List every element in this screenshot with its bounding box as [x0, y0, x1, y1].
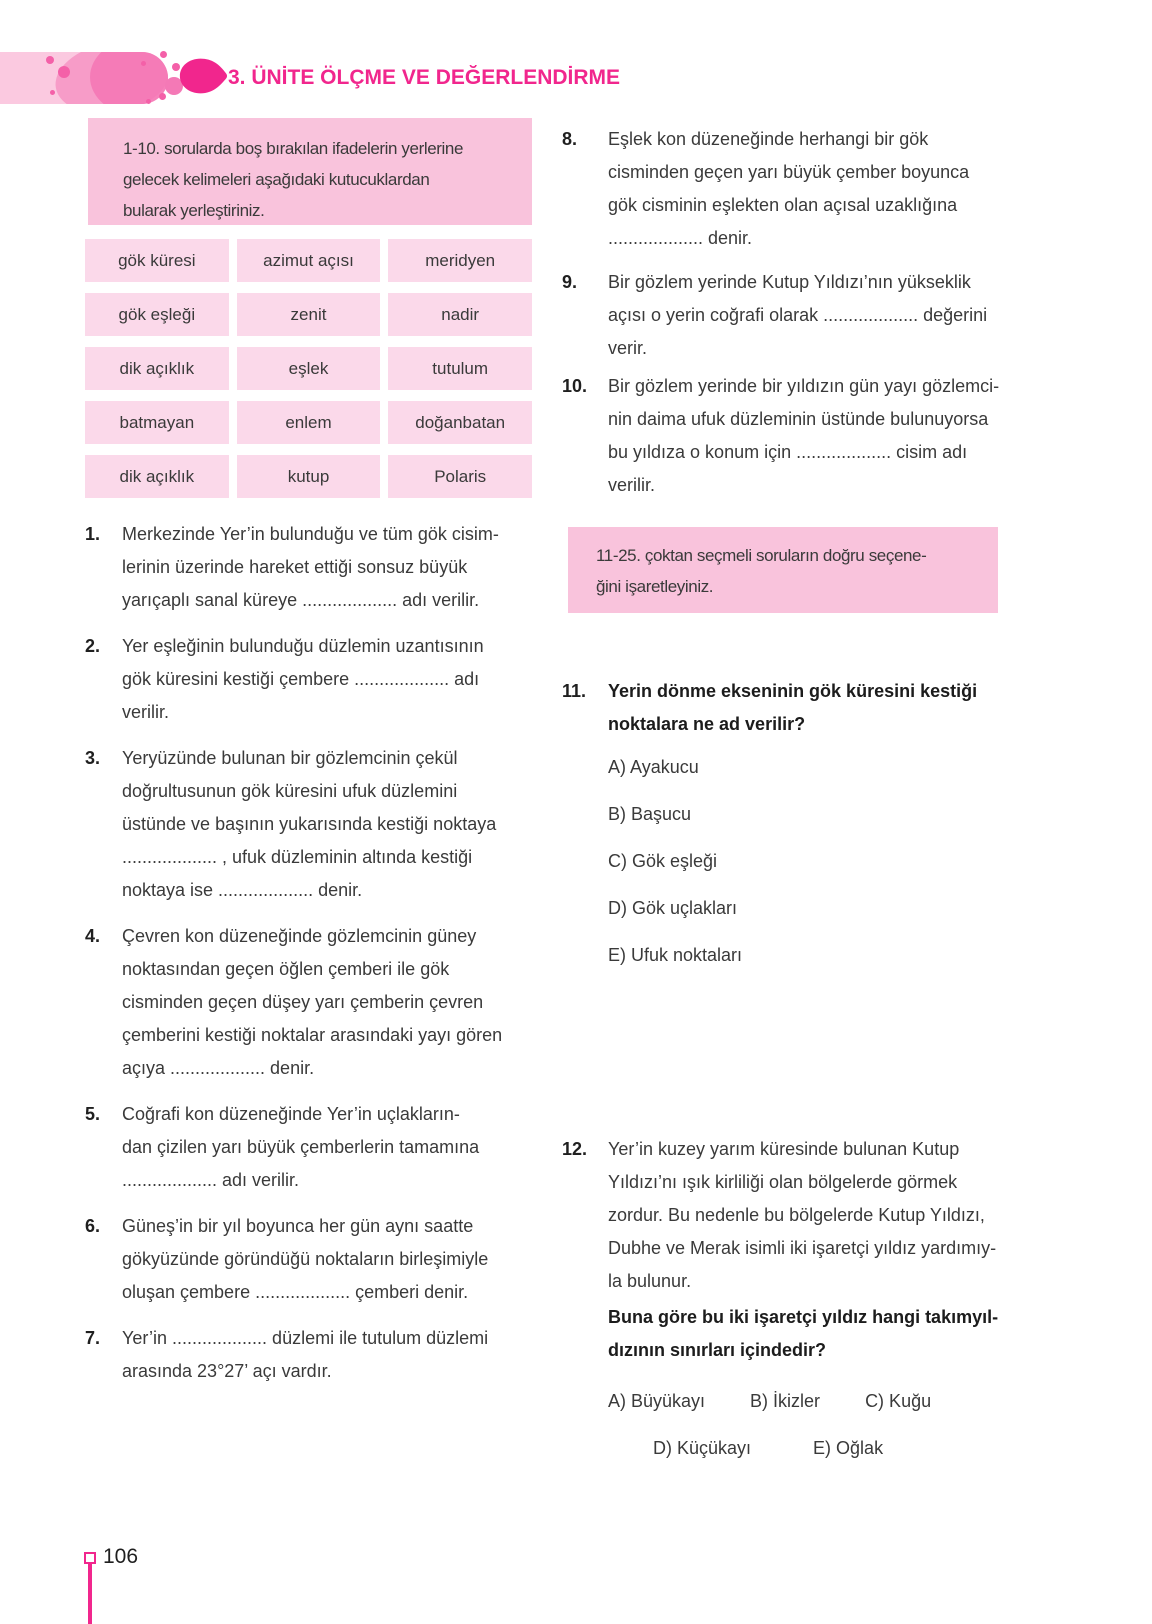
word-cell: meridyen [388, 239, 532, 282]
question-6 [85, 1210, 532, 1309]
question-body [608, 1133, 998, 1465]
question-text-line: üstünde ve başının yukarısında kestiği noktaya [122, 814, 497, 834]
question-stem [608, 675, 977, 741]
question-text-line: noktalara ne ad verilir? [608, 714, 806, 734]
word-bank-row [85, 293, 532, 336]
options-list [608, 751, 977, 972]
question-number: 1. [85, 524, 101, 544]
question-2 [85, 630, 532, 729]
question-body [608, 675, 977, 986]
question-text-line: Bir gözlem yerinde bir yıldızın gün yayı gözlemci- [608, 376, 1000, 396]
word-cell: gök eşleği [85, 293, 229, 336]
question-number: 4. [85, 926, 101, 946]
question-text-line: cisminden geçen düşey yarı çemberin çevren [122, 992, 484, 1012]
decor-dot [58, 66, 70, 78]
question-text-line: doğrultusunun gök küresini ufuk düzlemini [122, 781, 458, 801]
question-text-line: gök küresini kestiği çembere ................... adı [122, 669, 480, 689]
question-text-line: Yıldızı’nı ışık kirliliği olan bölgelerde görmek [608, 1172, 958, 1192]
question-body [122, 920, 502, 1085]
question-body [608, 123, 969, 255]
instruction-line: 11-25. çoktan seçmeli soruların doğru seçene- [596, 546, 927, 565]
question-number: 11. [562, 681, 587, 701]
question-5 [85, 1098, 532, 1197]
question-text-line: verilir. [122, 702, 170, 722]
question-text-line: yarıçaplı sanal küreye ................... adı verilir. [122, 590, 480, 610]
question-text-line: cisminden geçen yarı büyük çember boyunca [608, 162, 970, 182]
question-4 [85, 920, 532, 1085]
question-text-line: ................... adı verilir. [122, 1170, 300, 1190]
question-text-line: Buna göre bu iki işaretçi yıldız hangi takımyıl- [608, 1307, 999, 1327]
option-a: A) Ayakucu [608, 757, 699, 777]
question-text-line: zordur. Bu nedenle bu bölgelerde Kutup Yıldızı, [608, 1205, 985, 1225]
question-number: 6. [85, 1216, 101, 1236]
instruction-line: bularak yerleştiriniz. [123, 201, 265, 220]
fill-instruction-box [88, 118, 532, 225]
question-text-line: dızının sınırları içindedir? [608, 1340, 827, 1360]
word-bank-row [85, 401, 532, 444]
question-text-line: ................... denir. [608, 228, 753, 248]
question-text-line: Eşlek kon düzeneğinde herhangi bir gök [608, 129, 929, 149]
instruction-line: ğini işaretleyiniz. [596, 577, 714, 596]
word-bank-row [85, 347, 532, 390]
question-text-line: Merkezinde Yer’in bulunduğu ve tüm gök cisim- [122, 524, 499, 544]
question-text-line: oluşan çembere ................... çemberi denir. [122, 1282, 469, 1302]
options-row [608, 1385, 998, 1418]
word-bank [85, 239, 532, 498]
question-text-line: Yer’in kuzey yarım küresinde bulunan Kutup [608, 1139, 960, 1159]
question-number: 10. [562, 376, 588, 396]
question-11 [562, 675, 1014, 986]
option-a: A) Büyükayı [608, 1391, 706, 1411]
word-cell: enlem [237, 401, 381, 444]
option-c: C) Gök eşleği [608, 851, 718, 871]
question-number: 12. [562, 1139, 588, 1159]
question-text-line: bu yıldıza o konum için ................... cisim adı [608, 442, 968, 462]
option-e: E) Oğlak [813, 1438, 884, 1458]
question-number: 5. [85, 1104, 101, 1124]
question-text-line: Çevren kon düzeneğinde gözlemcinin güney [122, 926, 477, 946]
page-number: 106 [103, 1545, 139, 1568]
option-c: C) Kuğu [865, 1391, 932, 1411]
question-text-line: Yer eşleğinin bulunduğu düzlemin uzantısının [122, 636, 484, 656]
word-bank-row [85, 455, 532, 498]
word-cell: tutulum [388, 347, 532, 390]
question-body [122, 742, 496, 907]
options-row [653, 1432, 998, 1465]
question-body [122, 1210, 488, 1309]
question-number: 8. [562, 129, 578, 149]
question-body [122, 630, 484, 729]
decor-dot [46, 56, 54, 64]
question-body [608, 266, 987, 365]
question-3 [85, 742, 532, 907]
question-text-line: arasında 23°27’ açı vardır. [122, 1361, 332, 1381]
page-title: 3. ÜNİTE ÖLÇME VE DEĞERLENDİRME [228, 66, 621, 89]
question-text-line: çemberini kestiği noktalar arasındaki yayı gören [122, 1025, 503, 1045]
question-text-line: verir. [608, 338, 648, 358]
question-9 [562, 266, 1014, 365]
question-text-line: ................... , ufuk düzleminin altında kestiği [122, 847, 473, 867]
option-d: D) Küçükayı [653, 1438, 752, 1458]
word-cell: dik açıklık [85, 347, 229, 390]
decor-dot [50, 90, 55, 95]
question-text-line: noktasından geçen öğlen çemberi ile gök [122, 959, 450, 979]
question-number: 3. [85, 748, 101, 768]
question-text-line: gök cisminin eşlekten olan açısal uzaklığına [608, 195, 958, 215]
word-cell: kutup [237, 455, 381, 498]
question-text-line: noktaya ise ................... denir. [122, 880, 363, 900]
question-text-line: açıya ................... denir. [122, 1058, 315, 1078]
word-cell: Polaris [388, 455, 532, 498]
question-text-line: Coğrafi kon düzeneğinde Yer’in uçlakların- [122, 1104, 460, 1124]
option-b: B) Başucu [608, 804, 692, 824]
question-7 [85, 1322, 532, 1388]
left-column [85, 0, 532, 1388]
question-text-line: Güneş’in bir yıl boyunca her gün aynı saatte [122, 1216, 474, 1236]
word-cell: eşlek [237, 347, 381, 390]
option-e: E) Ufuk noktaları [608, 945, 743, 965]
instruction-line: gelecek kelimeleri aşağıdaki kutucuklardan [123, 170, 430, 189]
question-body [122, 518, 499, 617]
word-cell: doğanbatan [388, 401, 532, 444]
question-text-line: Dubhe ve Merak isimli iki işaretçi yıldız yardımıy- [608, 1238, 997, 1258]
choice-instruction-box [568, 527, 998, 613]
question-number: 7. [85, 1328, 101, 1348]
question-text-line: gökyüzünde göründüğü noktaların birleşimiyle [122, 1249, 489, 1269]
question-10 [562, 370, 1014, 502]
question-8 [562, 123, 1014, 255]
word-cell: batmayan [85, 401, 229, 444]
page-marker-line [88, 1562, 92, 1624]
word-cell: gök küresi [85, 239, 229, 282]
question-number: 9. [562, 272, 578, 292]
question-text-line: Yerin dönme ekseninin gök küresini kestiği [608, 681, 978, 701]
question-text-line: Yer’in ................... düzlemi ile tutulum düzlemi [122, 1328, 489, 1348]
question-intro [608, 1133, 998, 1298]
question-text-line: dan çizilen yarı büyük çemberlerin tamamına [122, 1137, 480, 1157]
option-d: D) Gök uçlakları [608, 898, 738, 918]
question-text-line: lerinin üzerinde hareket ettiği sonsuz büyük [122, 557, 468, 577]
question-text-line: verilir. [608, 475, 656, 495]
question-body [122, 1322, 488, 1388]
word-cell: zenit [237, 293, 381, 336]
question-text-line: Bir gözlem yerinde Kutup Yıldızı’nın yükseklik [608, 272, 971, 292]
right-column [562, 0, 1014, 1465]
question-text-line: Yeryüzünde bulunan bir gözlemcinin çekül [122, 748, 458, 768]
question-body [608, 370, 999, 502]
question-1 [85, 518, 532, 617]
option-b: B) İkizler [750, 1391, 821, 1411]
question-number: 2. [85, 636, 101, 656]
word-cell: dik açıklık [85, 455, 229, 498]
word-cell: nadir [388, 293, 532, 336]
instruction-line: 1-10. sorularda boş bırakılan ifadelerin yerlerine [123, 139, 464, 158]
question-text-line: la bulunur. [608, 1271, 692, 1291]
question-text-line: nin daima ufuk düzleminin üstünde bulunuyorsa [608, 409, 989, 429]
question-text-line: açısı o yerin coğrafi olarak ................... değerini [608, 305, 988, 325]
question-stem [608, 1301, 998, 1367]
word-bank-row [85, 239, 532, 282]
word-cell: azimut açısı [237, 239, 381, 282]
question-body [122, 1098, 479, 1197]
question-12 [562, 1133, 1014, 1465]
